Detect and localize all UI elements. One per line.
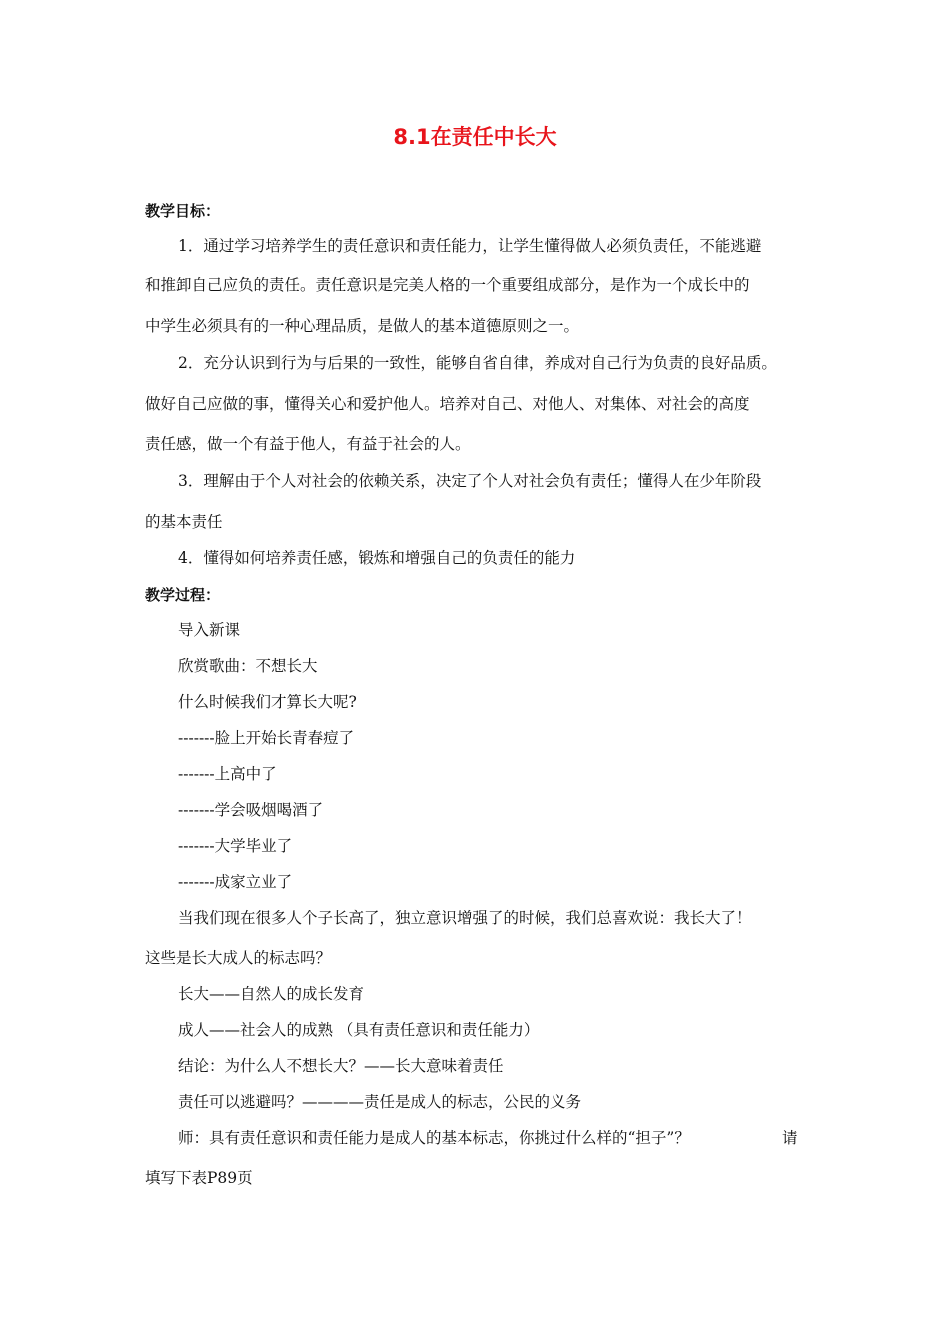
goal-2-line-1: 2．充分认识到行为与后果的一致性，能够自省自律，养成对自己行为负责的良好品质。 bbox=[178, 354, 777, 372]
process-line-1: 导入新课 bbox=[178, 621, 241, 639]
teacher-line-1: 师：具有责任意识和责任能力是成人的基本标志，你挑过什么样的“担子”？ bbox=[178, 1129, 690, 1147]
process-line-6: -------学会吸烟喝酒了 bbox=[178, 801, 324, 819]
teacher-line-1-tail: 请 bbox=[782, 1129, 798, 1147]
goal-1-line-3: 中学生必须具有的一种心理品质，是做人的基本道德原则之一。 bbox=[145, 317, 580, 335]
process-line-3: 什么时候我们才算长大呢? bbox=[178, 693, 357, 711]
document-title: 8.1在责任中长大 bbox=[393, 125, 557, 149]
goal-1-line-1: 1．通过学习培养学生的责任意识和责任能力，让学生懂得做人必须负责任，不能逃避 bbox=[178, 237, 762, 255]
point-line-2: 成人——社会人的成熟 （具有责任意识和责任能力） bbox=[178, 1021, 540, 1039]
process-line-4: -------脸上开始长青春痘了 bbox=[178, 729, 355, 747]
teacher-line-2: 填写下表P89页 bbox=[145, 1169, 253, 1187]
goal-3-line-2: 的基本责任 bbox=[145, 513, 223, 531]
process-line-7: -------大学毕业了 bbox=[178, 837, 293, 855]
point-line-1: 长大——自然人的成长发育 bbox=[178, 985, 365, 1003]
point-line-3: 结论：为什么人不想长大？——长大意味着责任 bbox=[178, 1057, 504, 1075]
goal-2-line-3: 责任感，做一个有益于他人，有益于社会的人。 bbox=[145, 435, 471, 453]
goal-4-line-1: 4．懂得如何培养责任感，锻炼和增强自己的负责任的能力 bbox=[178, 549, 576, 567]
goals-heading: 教学目标： bbox=[145, 202, 221, 220]
process-line-2: 欣赏歌曲：不想长大 bbox=[178, 657, 318, 675]
process-heading: 教学过程： bbox=[145, 586, 221, 604]
point-line-4: 责任可以逃避吗？————责任是成人的标志，公民的义务 bbox=[178, 1093, 582, 1111]
goal-2-line-2: 做好自己应做的事，懂得关心和爱护他人。培养对自己、对他人、对集体、对社会的高度 bbox=[145, 395, 750, 413]
process-line-8: -------成家立业了 bbox=[178, 873, 293, 891]
goal-1-line-2: 和推卸自己应负的责任。责任意识是完美人格的一个重要组成部分，是作为一个成长中的 bbox=[145, 276, 750, 294]
process-line-5: -------上高中了 bbox=[178, 765, 277, 783]
paragraph-line-2: 这些是长大成人的标志吗？ bbox=[145, 949, 332, 967]
paragraph-line-1: 当我们现在很多人个子长高了，独立意识增强了的时候，我们总喜欢说：我长大了！ bbox=[178, 909, 752, 927]
goal-3-line-1: 3．理解由于个人对社会的依赖关系，决定了个人对社会负有责任；懂得人在少年阶段 bbox=[178, 472, 762, 490]
